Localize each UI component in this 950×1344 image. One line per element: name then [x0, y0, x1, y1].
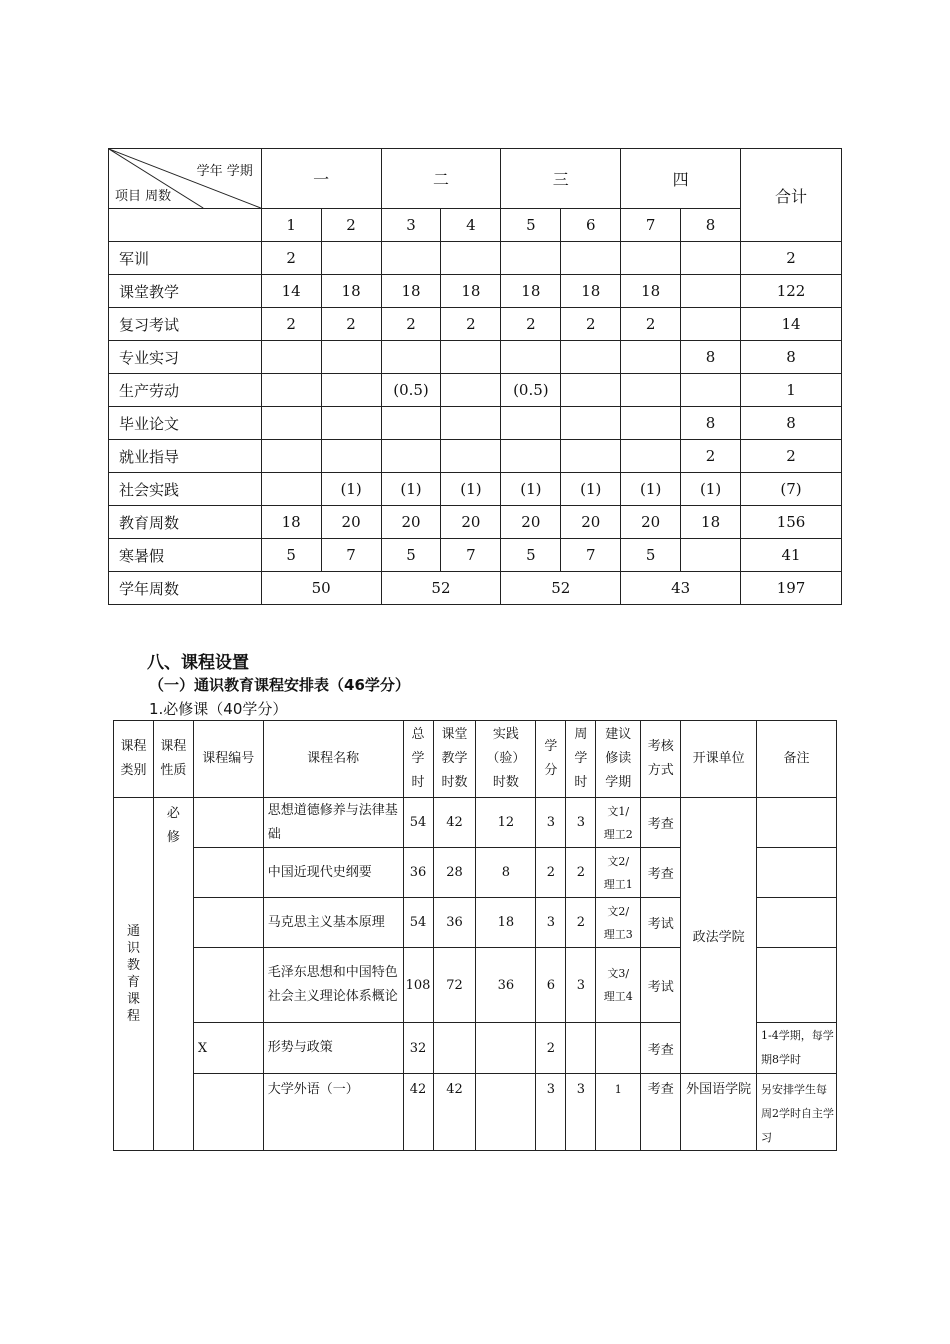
course-class-hours: 42: [433, 798, 476, 848]
header-code: 课程编号: [193, 721, 263, 798]
course-weekly-hours: 2: [566, 898, 596, 948]
term-header: 4: [441, 209, 501, 242]
week-cell: (0.5): [381, 374, 441, 407]
course-name: 马克思主义基本原理: [263, 898, 403, 948]
weeks-table-body: [109, 242, 842, 572]
course-remark: 另安排学生每周2学时自主学习: [757, 1074, 837, 1151]
header-credits: 学 分: [536, 721, 566, 798]
course-total-hours: 36: [403, 848, 433, 898]
course-practice-hours: 18: [476, 898, 536, 948]
course-practice-hours: 36: [476, 948, 536, 1023]
row-label: 专业实习: [109, 341, 262, 374]
row-label: 军训: [109, 242, 262, 275]
week-cell: 18: [321, 275, 381, 308]
week-cell: [621, 440, 681, 473]
course-practice-hours: [476, 1074, 536, 1151]
week-cell: 20: [501, 506, 561, 539]
week-cell: 5: [261, 539, 321, 572]
week-cell: (1): [381, 473, 441, 506]
course-nature: 必 修: [166, 806, 180, 845]
week-cell: [321, 440, 381, 473]
course-credits: 3: [536, 1074, 566, 1151]
week-cell: [501, 242, 561, 275]
course-term: 文1/ 理工2: [596, 798, 641, 848]
week-cell: 14: [261, 275, 321, 308]
week-cell: [501, 341, 561, 374]
course-code: [193, 1074, 263, 1151]
course-exam: 考试: [641, 948, 681, 1023]
course-term: [596, 1023, 641, 1074]
course-credits: 2: [536, 1023, 566, 1074]
week-cell: 7: [441, 539, 501, 572]
week-cell: [501, 407, 561, 440]
week-cell: (1): [501, 473, 561, 506]
week-cell: [381, 407, 441, 440]
week-cell: [621, 407, 681, 440]
header-class-hours: 课堂 教学 时数: [433, 721, 476, 798]
course-exam: 考查: [641, 1023, 681, 1074]
course-name: 毛泽东思想和中国特色社会主义理论体系概论: [263, 948, 403, 1023]
row-total: 14: [741, 308, 842, 341]
course-code: [193, 898, 263, 948]
year-weeks-cell: 43: [621, 572, 741, 605]
teaching-weeks-table: [108, 148, 842, 605]
header-category: 课程 类别: [114, 721, 154, 798]
course-code: [193, 798, 263, 848]
course-remark: [757, 848, 837, 898]
week-cell: [261, 473, 321, 506]
course-term: 文2/ 理工3: [596, 898, 641, 948]
row-label: 就业指导: [109, 440, 262, 473]
weeks-row: [109, 407, 842, 440]
week-cell: [681, 308, 741, 341]
header-total-hours: 总 学 时: [403, 721, 433, 798]
diag-label-item: 项目 周数: [115, 189, 172, 204]
year-4-header: 四: [621, 149, 741, 209]
week-cell: 18: [561, 275, 621, 308]
header-exam: 考核 方式: [641, 721, 681, 798]
term-header-blank: [109, 209, 262, 242]
week-cell: [321, 341, 381, 374]
week-cell: [681, 275, 741, 308]
course-practice-hours: 8: [476, 848, 536, 898]
row-total: 1: [741, 374, 842, 407]
course-remark: 1-4学期，每学期8学时: [757, 1023, 837, 1074]
course-credits: 2: [536, 848, 566, 898]
week-cell: [381, 440, 441, 473]
week-cell: 2: [321, 308, 381, 341]
course-name: 中国近现代史纲要: [263, 848, 403, 898]
header-nature: 课程 性质: [153, 721, 193, 798]
week-cell: 18: [441, 275, 501, 308]
course-practice-hours: [476, 1023, 536, 1074]
course-category: 通识教育课程: [126, 924, 140, 1024]
row-total: 2: [741, 440, 842, 473]
course-row: [114, 798, 837, 848]
course-code: [193, 948, 263, 1023]
year-1-header: 一: [261, 149, 381, 209]
course-dept-group: 政法学院: [681, 798, 757, 1074]
header-remark: 备注: [757, 721, 837, 798]
year-weeks-total: 197: [741, 572, 842, 605]
course-remark: [757, 798, 837, 848]
course-remark: [757, 898, 837, 948]
year-weeks-cell: 50: [261, 572, 381, 605]
course-class-hours: 36: [433, 898, 476, 948]
week-cell: [561, 440, 621, 473]
year-2-header: 二: [381, 149, 501, 209]
week-cell: 2: [561, 308, 621, 341]
term-header: 2: [321, 209, 381, 242]
course-practice-hours: 12: [476, 798, 536, 848]
weeks-row: [109, 341, 842, 374]
week-cell: 5: [381, 539, 441, 572]
week-cell: 2: [261, 308, 321, 341]
course-exam: 考试: [641, 898, 681, 948]
course-remark: [757, 948, 837, 1023]
week-cell: [441, 242, 501, 275]
week-cell: (1): [441, 473, 501, 506]
week-cell: 2: [621, 308, 681, 341]
course-dept: 外国语学院: [681, 1074, 757, 1151]
course-name: 形势与政策: [263, 1023, 403, 1074]
course-exam: 考查: [641, 1074, 681, 1151]
week-cell: [681, 539, 741, 572]
diag-label-term: 学年 学期: [196, 164, 253, 179]
week-cell: 2: [261, 242, 321, 275]
week-cell: 2: [441, 308, 501, 341]
week-cell: [501, 440, 561, 473]
course-total-hours: 54: [403, 898, 433, 948]
week-cell: (1): [561, 473, 621, 506]
row-label: 寒暑假: [109, 539, 262, 572]
weeks-row: [109, 440, 842, 473]
term-header: 1: [261, 209, 321, 242]
week-cell: 20: [441, 506, 501, 539]
week-cell: [321, 374, 381, 407]
row-total: 156: [741, 506, 842, 539]
week-cell: 2: [381, 308, 441, 341]
row-label: 社会实践: [109, 473, 262, 506]
diagonal-header-cell: [109, 149, 262, 209]
course-total-hours: 32: [403, 1023, 433, 1074]
term-header: 3: [381, 209, 441, 242]
course-category-cell: [114, 798, 154, 1151]
term-header: 6: [561, 209, 621, 242]
week-cell: [441, 341, 501, 374]
course-credits: 3: [536, 798, 566, 848]
year-weeks-cell: 52: [381, 572, 501, 605]
course-exam: 考查: [641, 798, 681, 848]
term-header: 7: [621, 209, 681, 242]
week-cell: 7: [321, 539, 381, 572]
term-header: 5: [501, 209, 561, 242]
course-term: 文2/ 理工1: [596, 848, 641, 898]
week-cell: 5: [501, 539, 561, 572]
course-code: X: [193, 1023, 263, 1074]
course-table-body: [114, 798, 837, 1151]
course-weekly-hours: 3: [566, 1074, 596, 1151]
course-term: 1: [596, 1074, 641, 1151]
week-cell: [441, 440, 501, 473]
row-label: 毕业论文: [109, 407, 262, 440]
header-term: 建议 修读 学期: [596, 721, 641, 798]
week-cell: [621, 242, 681, 275]
course-row: [114, 1074, 837, 1151]
section-heading: 八、课程设置: [147, 653, 249, 673]
course-total-hours: 42: [403, 1074, 433, 1151]
header-dept: 开课单位: [681, 721, 757, 798]
week-cell: [321, 407, 381, 440]
year-header-row: [109, 149, 842, 209]
header-weekly-hours: 周 学 时: [566, 721, 596, 798]
week-cell: (1): [621, 473, 681, 506]
row-label: 复习考试: [109, 308, 262, 341]
week-cell: 20: [621, 506, 681, 539]
course-weekly-hours: [566, 1023, 596, 1074]
week-cell: 5: [621, 539, 681, 572]
week-cell: [441, 374, 501, 407]
total-header: 合计: [741, 149, 842, 242]
course-name: 大学外语（一）: [263, 1074, 403, 1151]
row-total: 8: [741, 341, 842, 374]
week-cell: 18: [381, 275, 441, 308]
row-total: 122: [741, 275, 842, 308]
week-cell: 18: [681, 506, 741, 539]
course-name: 思想道德修养与法律基础: [263, 798, 403, 848]
week-cell: [561, 374, 621, 407]
course-credits: 6: [536, 948, 566, 1023]
row-label: 课堂教学: [109, 275, 262, 308]
week-cell: 18: [621, 275, 681, 308]
header-name: 课程名称: [263, 721, 403, 798]
week-cell: [561, 407, 621, 440]
week-cell: [321, 242, 381, 275]
week-cell: [441, 407, 501, 440]
week-cell: [621, 374, 681, 407]
course-total-hours: 108: [403, 948, 433, 1023]
row-total: (7): [741, 473, 842, 506]
weeks-row: [109, 473, 842, 506]
weeks-row: [109, 539, 842, 572]
header-practice-hours: 实践 （验） 时数: [476, 721, 536, 798]
row-total: 8: [741, 407, 842, 440]
week-cell: 8: [681, 341, 741, 374]
week-cell: [561, 242, 621, 275]
weeks-row: [109, 506, 842, 539]
week-cell: [681, 374, 741, 407]
course-total-hours: 54: [403, 798, 433, 848]
week-cell: (1): [681, 473, 741, 506]
row-total: 2: [741, 242, 842, 275]
week-cell: [261, 341, 321, 374]
course-weekly-hours: 2: [566, 848, 596, 898]
term-header-row: [109, 209, 842, 242]
week-cell: [261, 374, 321, 407]
general-course-table: [113, 720, 837, 1151]
week-cell: 18: [501, 275, 561, 308]
week-cell: [261, 440, 321, 473]
week-cell: [381, 242, 441, 275]
week-cell: 2: [501, 308, 561, 341]
term-header: 8: [681, 209, 741, 242]
course-class-hours: 28: [433, 848, 476, 898]
week-cell: [561, 341, 621, 374]
week-cell: 8: [681, 407, 741, 440]
week-cell: 7: [561, 539, 621, 572]
week-cell: 20: [321, 506, 381, 539]
week-cell: [261, 407, 321, 440]
weeks-row: [109, 242, 842, 275]
course-exam: 考查: [641, 848, 681, 898]
week-cell: 20: [381, 506, 441, 539]
week-cell: (0.5): [501, 374, 561, 407]
year-weeks-cell: 52: [501, 572, 621, 605]
course-header-row: [114, 721, 837, 798]
row-label: 教育周数: [109, 506, 262, 539]
weeks-row: [109, 275, 842, 308]
week-cell: (1): [321, 473, 381, 506]
course-class-hours: [433, 1023, 476, 1074]
sub-sub-heading: 1.必修课（40学分）: [149, 700, 288, 718]
year-weeks-row: [109, 572, 842, 605]
course-weekly-hours: 3: [566, 798, 596, 848]
row-total: 41: [741, 539, 842, 572]
course-code: [193, 848, 263, 898]
week-cell: 2: [681, 440, 741, 473]
weeks-row: [109, 308, 842, 341]
week-cell: [621, 341, 681, 374]
course-class-hours: 42: [433, 1074, 476, 1151]
course-term: 文3/ 理工4: [596, 948, 641, 1023]
sub-heading: （一）通识教育课程安排表（46学分）: [149, 676, 410, 694]
weeks-row: [109, 374, 842, 407]
week-cell: 20: [561, 506, 621, 539]
course-weekly-hours: 3: [566, 948, 596, 1023]
week-cell: 18: [261, 506, 321, 539]
row-label: 生产劳动: [109, 374, 262, 407]
course-nature-cell: [153, 798, 193, 1151]
week-cell: [381, 341, 441, 374]
week-cell: [681, 242, 741, 275]
year-3-header: 三: [501, 149, 621, 209]
course-credits: 3: [536, 898, 566, 948]
course-class-hours: 72: [433, 948, 476, 1023]
year-weeks-label: 学年周数: [109, 572, 262, 605]
